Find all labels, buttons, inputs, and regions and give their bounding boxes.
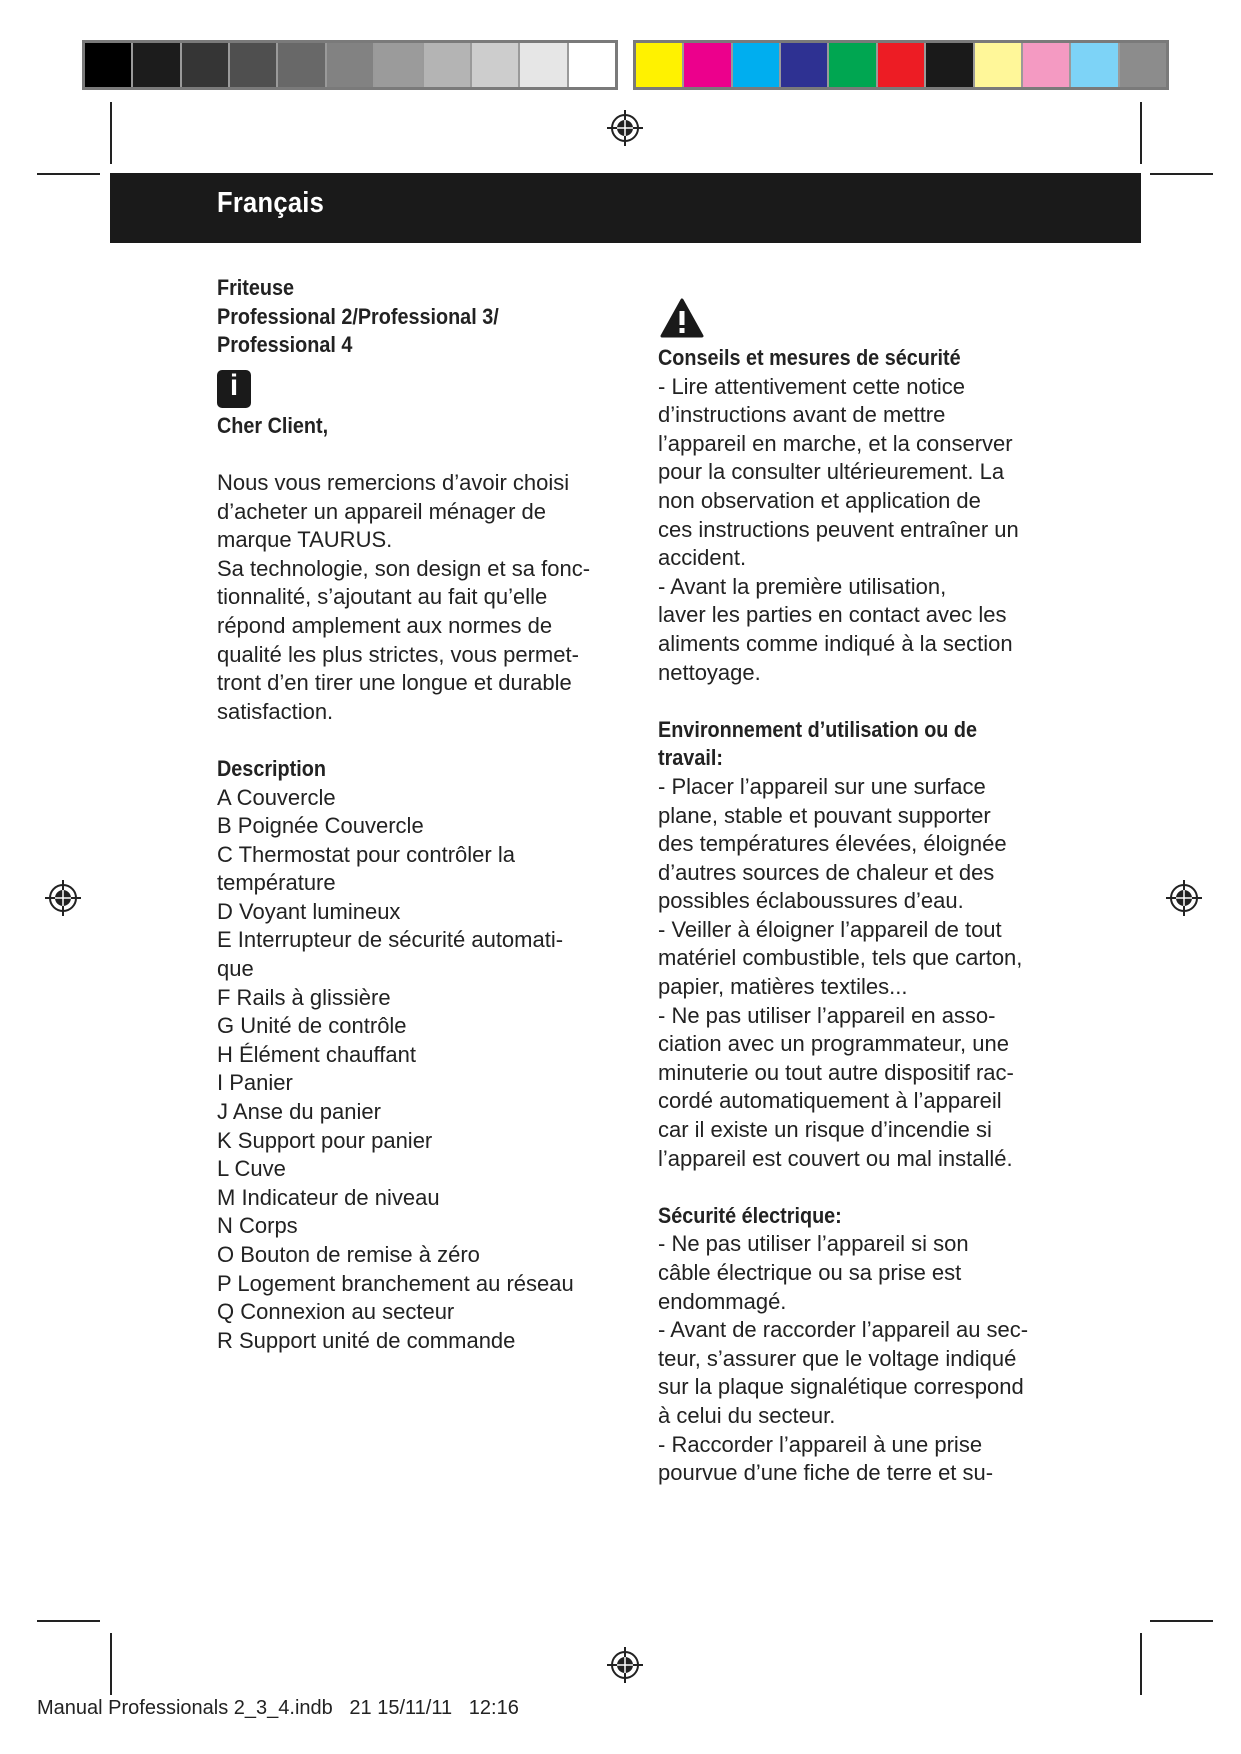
safety-line: l’appareil en marche, et la conserver [658, 430, 1013, 456]
intro-line: satisfaction. [217, 698, 334, 724]
description-item: J Anse du panier [217, 1099, 381, 1125]
crop-mark [1140, 102, 1142, 164]
language-banner [110, 173, 1141, 243]
process-color-bar [633, 40, 1169, 90]
crop-mark [1140, 1633, 1142, 1695]
safety-line: - Avant la première utilisation, [658, 573, 947, 599]
electrical-line: - Raccorder l’appareil à une prise [658, 1431, 983, 1457]
intro-line: tionnalité, s’ajoutant au fait qu’elle [217, 584, 548, 610]
gray-swatch [85, 43, 133, 87]
intro-line: Nous vous remercions d’avoir choisi [217, 469, 570, 495]
description-item: K Support pour panier [217, 1127, 433, 1153]
description-item: C Thermostat pour contrôler la [217, 841, 515, 867]
crop-mark [1150, 173, 1213, 175]
description-item: R Support unité de commande [217, 1327, 516, 1353]
registration-mark-icon [605, 108, 645, 148]
electrical-line: câble électrique ou sa prise est [658, 1260, 962, 1285]
safety-line: - Lire attentivement cette notice [658, 373, 965, 399]
gray-swatch [182, 43, 230, 87]
gray-swatch [230, 43, 278, 87]
safety-line: d’instructions avant de mettre [658, 402, 946, 428]
intro-line: répond amplement aux normes de [217, 612, 553, 638]
intro-line: Sa technologie, son design et sa fonc- [217, 555, 591, 581]
intro-line: marque TAURUS. [217, 527, 393, 553]
crop-mark [110, 1633, 112, 1695]
description-item: A Couvercle [217, 784, 336, 810]
safety-line: pour la consulter ultérieurement. La [658, 459, 1005, 485]
environment-line: matériel combustible, tels que carton, [658, 945, 1023, 971]
description-item: G Unité de contrôle [217, 1013, 407, 1039]
color-swatch [878, 43, 926, 87]
safety-line: accident. [658, 545, 747, 571]
environment-line: l’appareil est couvert ou mal installé. [658, 1145, 1013, 1171]
gray-swatch [327, 43, 375, 87]
intro-line: tront d’en tirer une longue et durable [217, 670, 572, 696]
grayscale-color-bar [82, 40, 618, 90]
intro-line: qualité les plus strictes, vous permet- [217, 641, 579, 667]
environment-line: - Placer l’appareil sur une surface [658, 773, 986, 799]
environment-line: - Ne pas utiliser l’appareil en asso- [658, 1002, 996, 1028]
gray-swatch [520, 43, 568, 87]
warning-icon [660, 298, 704, 338]
color-swatch [684, 43, 732, 87]
environment-heading-line: travail: [658, 745, 723, 771]
registration-mark-icon [605, 1645, 645, 1685]
gray-swatch [375, 43, 423, 87]
info-icon: i [217, 370, 251, 408]
electrical-line: endommagé. [658, 1288, 787, 1314]
product-title-line: Professional 4 [217, 332, 353, 358]
color-swatch [733, 43, 781, 87]
safety-line: nettoyage. [658, 659, 761, 685]
intro-paragraph [217, 469, 632, 726]
environment-line: ciation avec un programmateur, une [658, 1031, 1009, 1057]
safety-line: non observation et application de [658, 487, 981, 513]
description-item: température [217, 870, 336, 896]
gray-swatch [133, 43, 181, 87]
environment-line: des températures élevées, éloignée [658, 831, 1007, 857]
environment-line: minuterie ou tout autre dispositif rac- [658, 1059, 1014, 1085]
environment-line: possibles éclaboussures d’eau. [658, 888, 964, 914]
description-item: N Corps [217, 1213, 298, 1239]
crop-mark [110, 102, 112, 164]
description-item: L Cuve [217, 1156, 286, 1182]
environment-line: - Veiller à éloigner l’appareil de tout [658, 916, 1002, 942]
description-item: E Interrupteur de sécurité automati- [217, 927, 564, 953]
color-swatch [1120, 43, 1166, 87]
description-item: P Logement branchement au réseau [217, 1270, 574, 1296]
gray-swatch [472, 43, 520, 87]
crop-mark [37, 173, 100, 175]
electrical-line: - Ne pas utiliser l’appareil si son [658, 1231, 969, 1257]
color-swatch [926, 43, 974, 87]
electrical-line: - Avant de raccorder l’appareil au sec- [658, 1317, 1029, 1343]
electrical-safety-paragraph [658, 1230, 1083, 1487]
safety-line: ces instructions peuvent entraîner un [658, 516, 1019, 542]
electrical-line: pourvue d’une fiche de terre et su- [658, 1460, 994, 1486]
left-column [217, 274, 632, 1355]
product-title-line: Friteuse [217, 275, 295, 300]
registration-mark-icon [43, 878, 83, 918]
color-swatch [975, 43, 1023, 87]
registration-mark-icon [1164, 878, 1204, 918]
description-item: Q Connexion au secteur [217, 1299, 455, 1325]
environment-line: d’autres sources de chaleur et des [658, 859, 995, 885]
description-item: O Bouton de remise à zéro [217, 1242, 480, 1267]
intro-line: d’acheter un appareil ménager de [217, 498, 547, 524]
crop-mark [37, 1620, 100, 1622]
description-item: I Panier [217, 1070, 293, 1096]
color-swatch [1023, 43, 1071, 87]
gray-swatch [278, 43, 326, 87]
description-item: que [217, 956, 254, 982]
language-title: Français [217, 187, 325, 219]
description-heading: Description [217, 755, 326, 781]
gray-swatch [424, 43, 472, 87]
crop-mark [1150, 1620, 1213, 1622]
greeting: Cher Client, [217, 412, 329, 438]
environment-line: plane, stable et pouvant supporter [658, 802, 991, 828]
description-item: M Indicateur de niveau [217, 1184, 440, 1210]
environment-paragraph [658, 773, 1083, 1173]
right-column [658, 298, 1083, 1488]
product-title-line: Professional 2/Professional 3/ [217, 303, 499, 329]
environment-heading-line: Environnement d’utilisation ou de [658, 716, 978, 742]
electrical-line: à celui du secteur. [658, 1402, 836, 1428]
description-item: B Poignée Couvercle [217, 813, 424, 839]
description-item: F Rails à glissière [217, 984, 391, 1010]
gray-swatch [569, 43, 615, 87]
description-list [217, 784, 632, 1356]
safety-line: laver les parties en contact avec les [658, 602, 1007, 628]
color-swatch [1071, 43, 1119, 87]
description-item: D Voyant lumineux [217, 898, 401, 924]
electrical-safety-heading: Sécurité électrique: [658, 1202, 842, 1228]
safety-paragraph [658, 373, 1083, 688]
environment-line: papier, matières textiles... [658, 974, 908, 1000]
environment-line: car il existe un risque d’incendie si [658, 1117, 992, 1143]
color-swatch [829, 43, 877, 87]
electrical-line: teur, s’assurer que le voltage indiqué [658, 1345, 1017, 1371]
color-swatch [636, 43, 684, 87]
color-swatch [781, 43, 829, 87]
environment-line: cordé automatiquement à l’appareil [658, 1088, 1002, 1114]
print-slug: Manual Professionals 2_3_4.indb 21 15/11/11 12:16 [37, 1697, 519, 1719]
electrical-line: sur la plaque signalétique correspond [658, 1374, 1024, 1400]
description-item: H Élément chauffant [217, 1041, 416, 1067]
safety-line: aliments comme indiqué à la section [658, 630, 1013, 656]
safety-heading: Conseils et mesures de sécurité [658, 345, 961, 370]
